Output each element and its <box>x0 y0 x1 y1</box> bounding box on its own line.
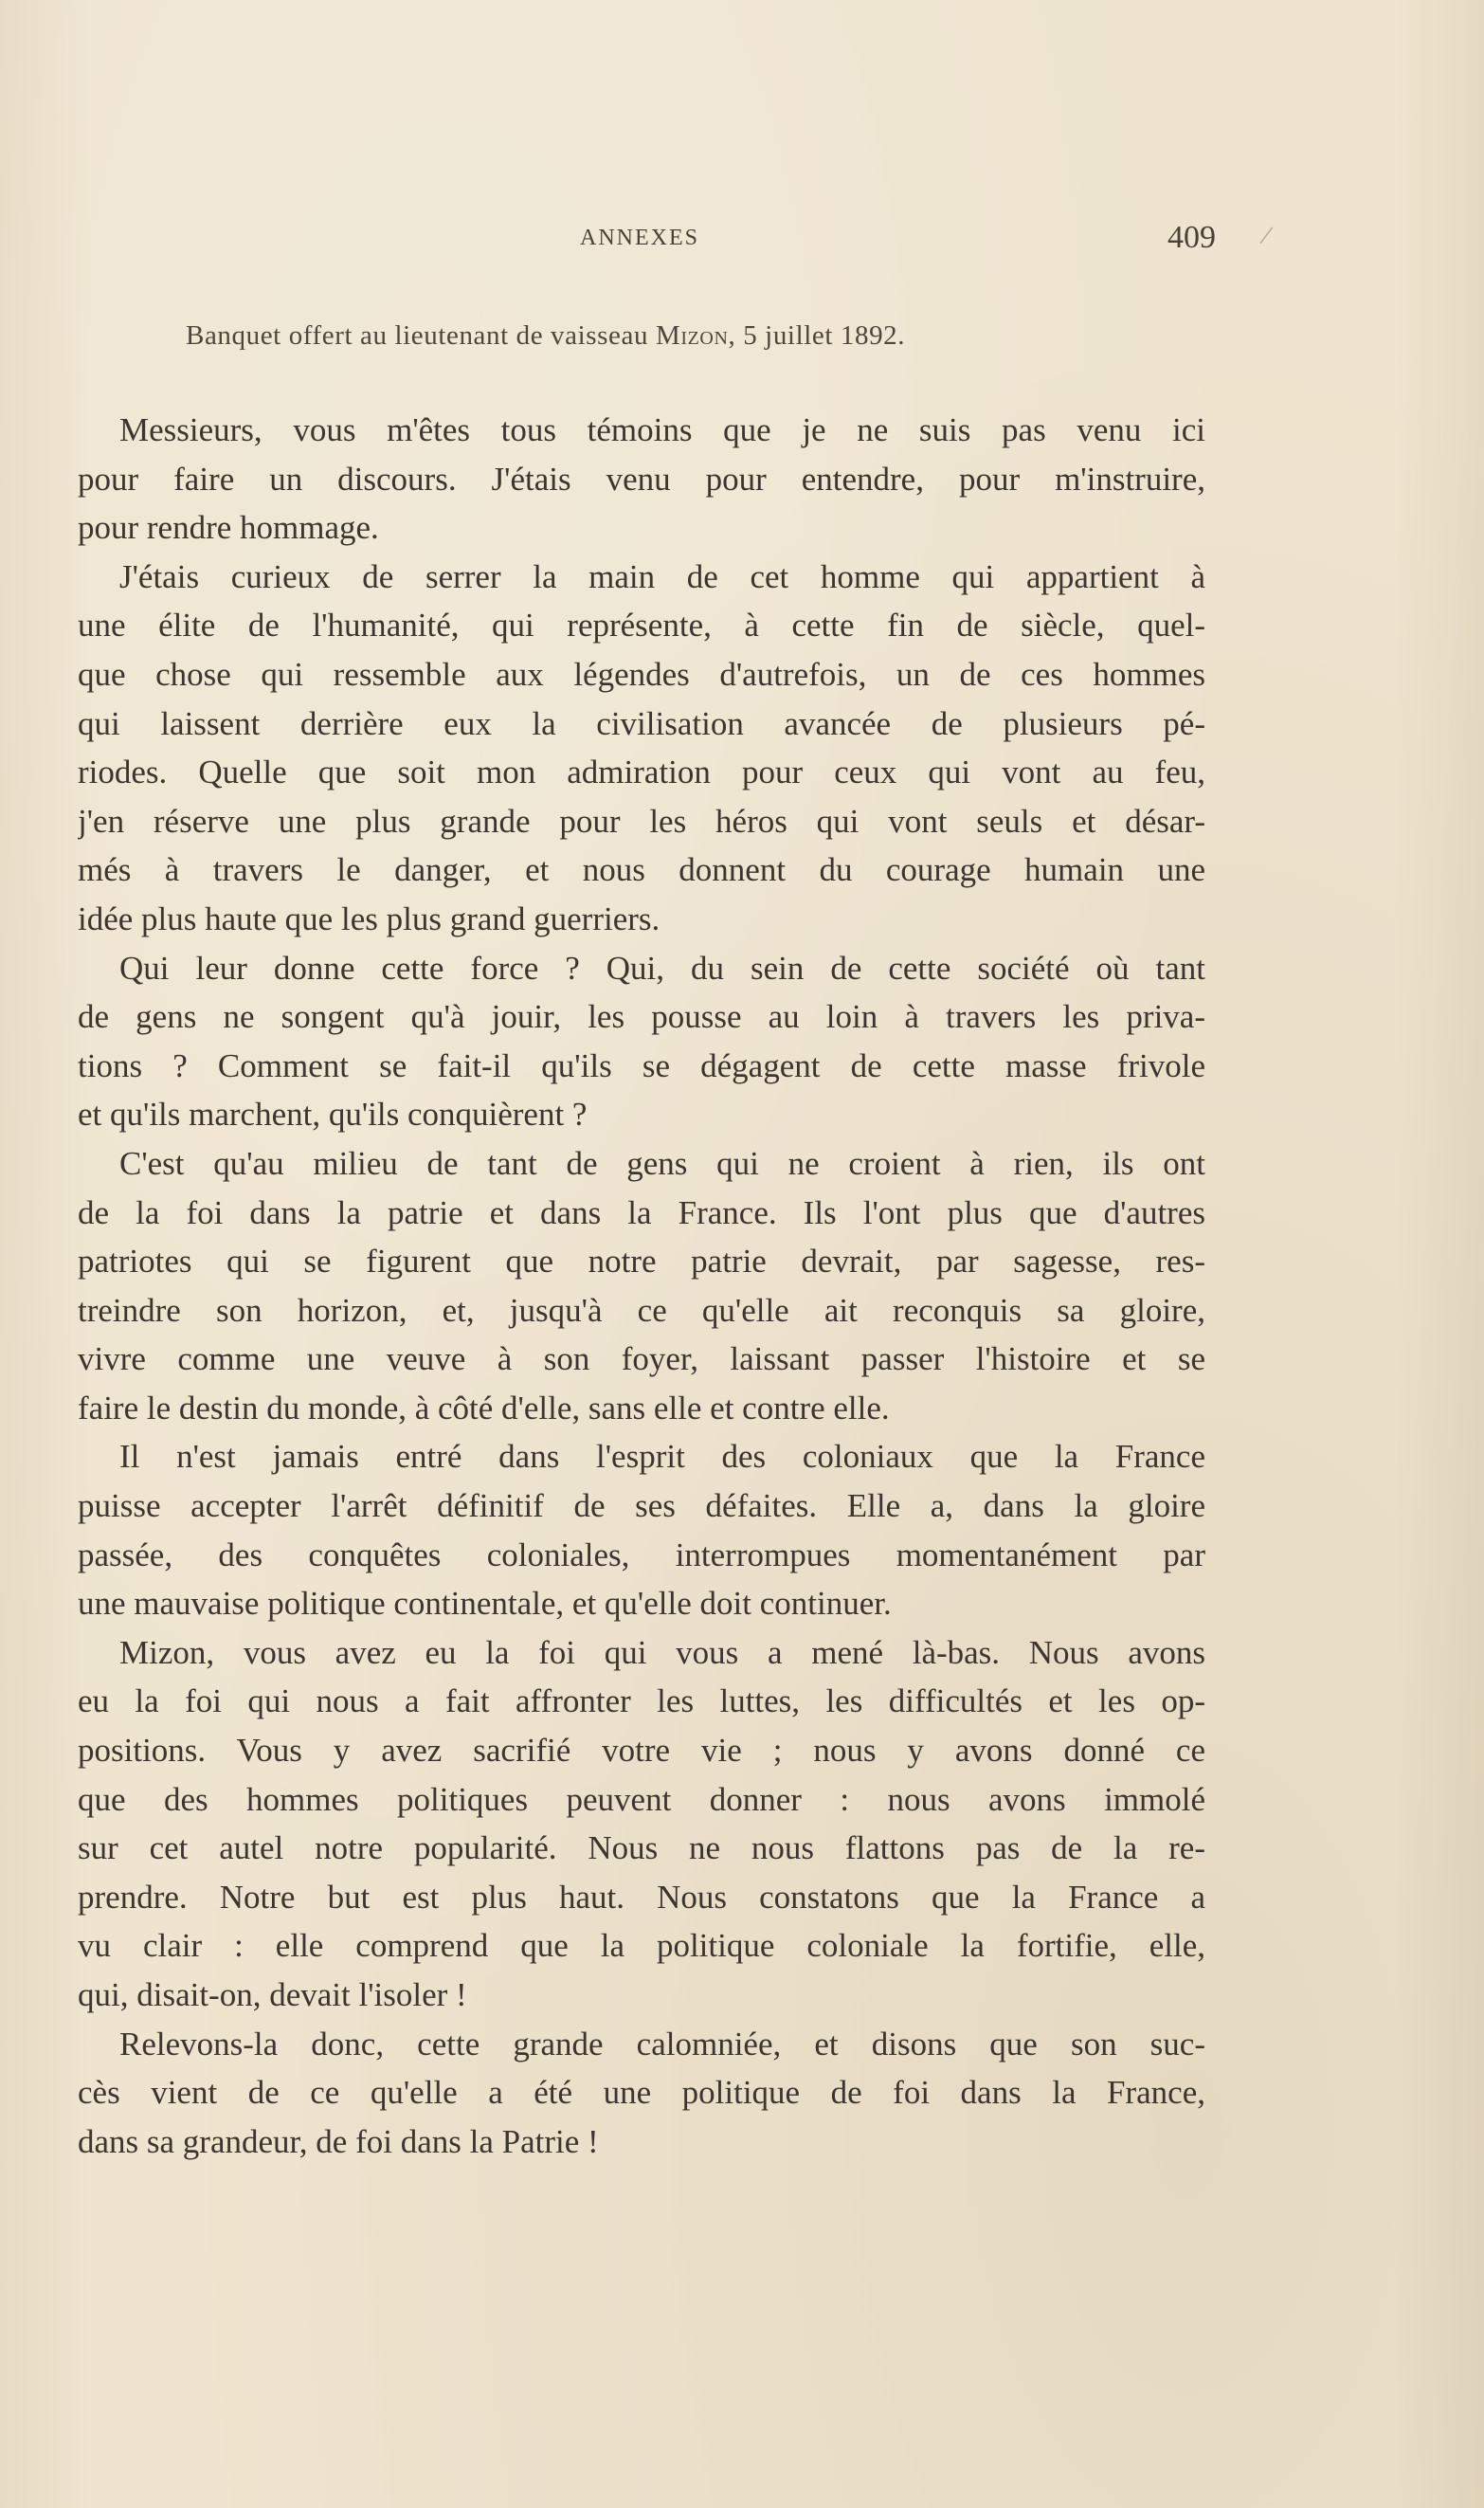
text-line: j'en réserve une plus grande pour les héros qui vont seuls et désar- <box>78 802 1205 840</box>
margin-pencil-mark: / <box>1258 219 1276 252</box>
text-line: puisse accepter l'arrêt définitif de ses défaites. Elle a, dans la gloire <box>78 1487 1205 1525</box>
text-line: treindre son horizon, et, jusqu'à ce qu'elle ait reconquis sa gloire, <box>78 1291 1205 1329</box>
text-line: pour rendre hommage. <box>78 509 379 547</box>
text-line: Il n'est jamais entré dans l'esprit des coloniaux que la France <box>119 1438 1205 1476</box>
text-line: tions ? Comment se fait-il qu'ils se dégagent de cette masse frivole <box>78 1046 1205 1084</box>
text-line: J'étais curieux de serrer la main de cet homme qui appartient à <box>119 557 1205 595</box>
running-head <box>0 219 1484 264</box>
text-line: qui, disait-on, devait l'isoler ! <box>78 1976 467 2013</box>
text-line: Messieurs, vous m'êtes tous témoins que je ne suis pas venu ici <box>119 411 1205 448</box>
text-line: de gens ne songent qu'à jouir, les pousse au loin à travers les priva- <box>78 998 1205 1036</box>
text-line: vivre comme une veuve à son foyer, laissant passer l'histoire et se <box>78 1340 1205 1378</box>
text-line: Mizon, vous avez eu la foi qui vous a mené là-bas. Nous avons <box>119 1633 1205 1671</box>
text-line: une mauvaise politique continentale, et qu'elle doit continuer. <box>78 1585 892 1623</box>
speech-body <box>78 406 1205 2166</box>
text-line: que des hommes politiques peuvent donner : nous avons immolé <box>78 1780 1205 1818</box>
text-line: une élite de l'humanité, qui représente, à cette fin de siècle, quel- <box>78 607 1205 645</box>
text-line: passée, des conquêtes coloniales, interrompues momentanément par <box>78 1536 1205 1573</box>
text-line: més à travers le danger, et nous donnent du courage humain une <box>78 851 1205 889</box>
text-line: pour faire un discours. J'étais venu pour entendre, pour m'instruire, <box>78 460 1205 498</box>
text-line: eu la foi qui nous a fait affronter les luttes, les difficultés et les op- <box>78 1682 1205 1720</box>
text-line: que chose qui ressemble aux légendes d'autrefois, un de ces hommes <box>78 655 1205 693</box>
text-line: riodes. Quelle que soit mon admiration pour ceux qui vont au feu, <box>78 754 1205 791</box>
text-line: qui laissent derrière eux la civilisation avancée de plusieurs pé- <box>78 704 1205 742</box>
text-line: vu clair : elle comprend que la politique coloniale la fortifie, elle, <box>78 1927 1205 1965</box>
text-line: faire le destin du monde, à côté d'elle, sans elle et contre elle. <box>78 1389 890 1427</box>
text-line: prendre. Notre but est plus haut. Nous constatons que la France a <box>78 1878 1205 1916</box>
page-number: 409 <box>1167 220 1216 255</box>
text-line: C'est qu'au milieu de tant de gens qui ne croient à rien, ils ont <box>119 1144 1205 1182</box>
text-line: de la foi dans la patrie et dans la France. Ils l'ont plus que d'autres <box>78 1193 1205 1231</box>
text-line: sur cet autel notre popularité. Nous ne nous flattons pas de la re- <box>78 1829 1205 1867</box>
text-line: positions. Vous y avez sacrifié votre vie ; nous y avons donné ce <box>78 1732 1205 1770</box>
speech-caption <box>0 320 1484 352</box>
text-line: dans sa grandeur, de foi dans la Patrie ! <box>78 2122 599 2160</box>
text-line: et qu'ils marchent, qu'ils conquièrent ? <box>78 1096 588 1134</box>
caption-suffix: , 5 juillet 1892. <box>728 320 906 351</box>
running-title: ANNEXES <box>580 226 699 250</box>
caption-name: Mizon <box>655 320 729 351</box>
text-line: cès vient de ce qu'elle a été une politique de foi dans la France, <box>78 2074 1205 2112</box>
text-line: idée plus haute que les plus grand guerriers. <box>78 900 661 937</box>
caption-prefix: Banquet offert au lieutenant de vaisseau <box>186 320 656 351</box>
text-line: Relevons-la donc, cette grande calomniée, et disons que son suc- <box>119 2025 1205 2063</box>
text-line: Qui leur donne cette force ? Qui, du sein de cette société où tant <box>119 949 1205 987</box>
text-line: patriotes qui se figurent que notre patrie devrait, par sagesse, res- <box>78 1243 1205 1281</box>
